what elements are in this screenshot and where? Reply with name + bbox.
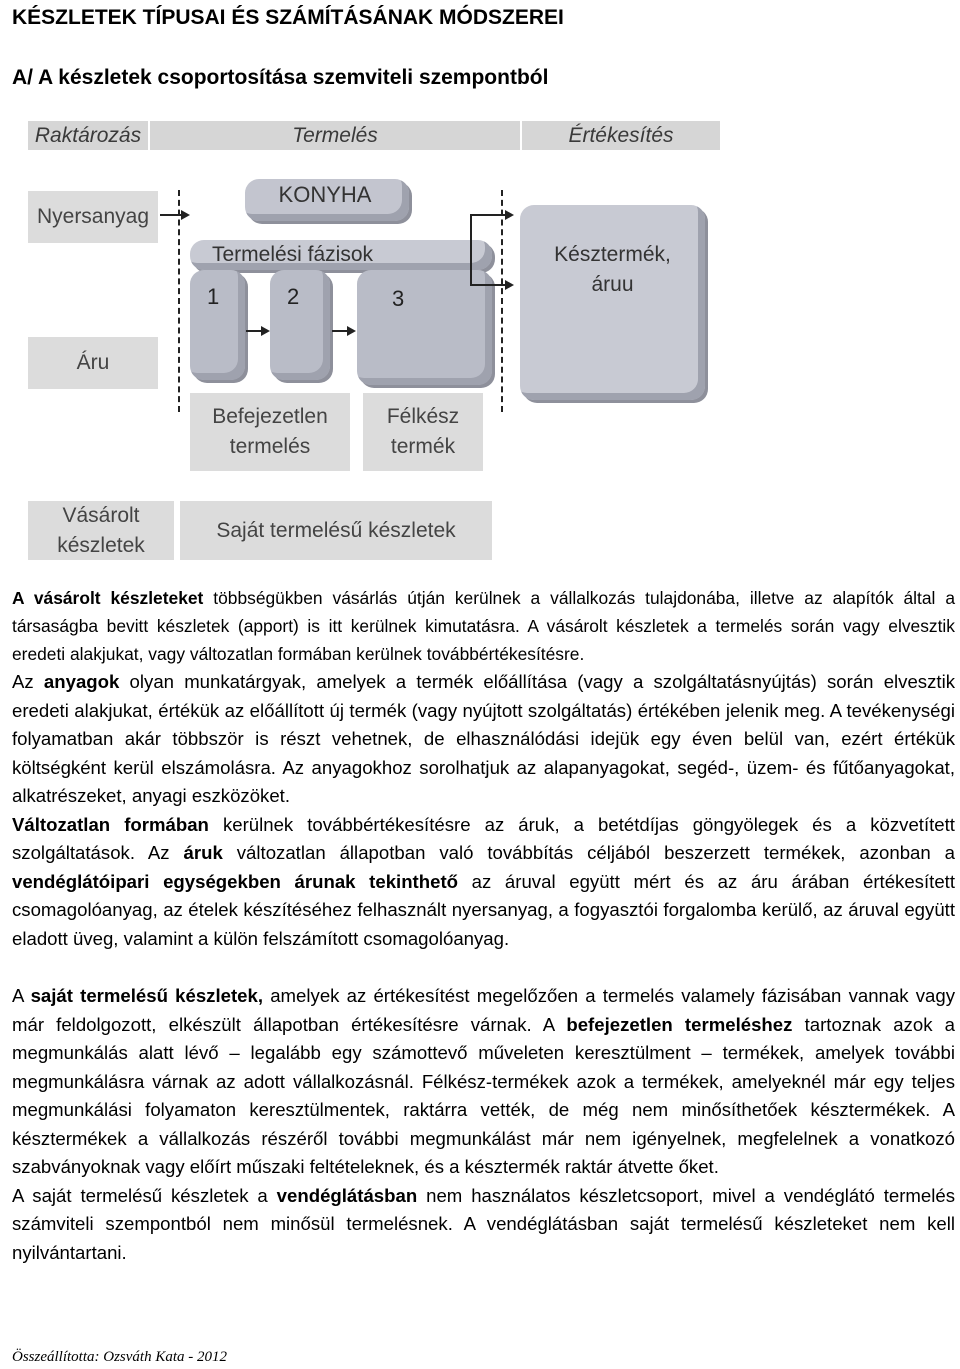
bold-term: saját termelésű készletek, bbox=[30, 985, 264, 1006]
text-run: az áruval együtt mért és az áru árában értékesített csomagolóanyag, az ételek készítéséhez felhasznált nyersanyag, a fogyasztói forgalomba kerülő, az áruval együtt eladott üveg, valamint a külön felszámított csomagolóanyag. bbox=[12, 870, 955, 949]
text-run: amelyek az értékesítést megelőzően a termelés valamely fázisában vannak vagy már feldolgozott, elkészült állapotban értékesítésre várnak. A bbox=[12, 985, 955, 1035]
purchased-inventory-box bbox=[28, 501, 174, 560]
phase-2-label: 2 bbox=[287, 284, 300, 309]
text-run: nem használatos készletcsoport, mivel a vendéglátó termelés számviteli szempontból nem minősül termelésnek. A vendéglátásban saját termelésű készleteket nem kell nyilvántartani. bbox=[12, 1184, 955, 1263]
paragraph-goods bbox=[12, 811, 955, 954]
divider-line bbox=[501, 190, 503, 412]
footer-credit: Összeállította: Ozsváth Kata - 2012 bbox=[12, 1349, 228, 1365]
raw-material-label: Nyersanyag bbox=[36, 205, 150, 228]
bold-term: Változatlan formában bbox=[12, 813, 209, 835]
text-run: olyan munkatárgyak, amelyek a termék előállítása (vagy a szolgáltatásnyújtás) során elvesztik eredeti alakjukat, értékük az előállított új termék (vagy nyújtott szolgáltatás) értékében jelenik meg. A tevékenységi folyamatban akár többször is részt vehetnek, de elhasználódási idejük egy éven belül van, ezért értékük költségként kerül elszámolásra. Az anyagokhoz sorolhatjuk az alapanyagokat, segéd-, üzem- és fűtőanyagokat, alkatrészeket, anyagi eszközöket. bbox=[12, 671, 955, 806]
text-run: többségükben vásárlás útján kerülnek a vállalkozás tulajdonába, illetve az alapítók által a társaságba bevitt készletek (apport) is itt kerülnek kimutatásra. A vásárolt készletek a termelés során vagy elvesztik eredeti alakjukat, vagy változatlan formában kerülnek továbbértékesítésre. bbox=[12, 588, 955, 664]
text-run: A bbox=[12, 985, 31, 1006]
kitchen-label: KONYHA bbox=[278, 182, 372, 207]
phase-3-box bbox=[357, 270, 492, 385]
bold-term: vendéglátásban bbox=[276, 1184, 418, 1206]
arrow-right-icon bbox=[246, 330, 268, 332]
bold-term: befejezetlen termeléshez bbox=[566, 1013, 793, 1035]
page-title: KÉSZLETEK TÍPUSAI ÉS SZÁMÍTÁSÁNAK MÓDSZEREI bbox=[12, 6, 564, 29]
goods-label: Áru bbox=[76, 351, 110, 374]
text-run: változatlan állapotban való továbbítás céljából beszerzett termékek, azonban a bbox=[222, 842, 955, 863]
body-text bbox=[12, 584, 955, 1267]
semi-line-2: termék bbox=[390, 435, 456, 458]
phase-3-label: 3 bbox=[392, 286, 405, 311]
goods-box bbox=[28, 337, 158, 389]
connector-line bbox=[470, 214, 472, 284]
paragraph-materials bbox=[12, 668, 955, 811]
paragraph-purchased bbox=[12, 584, 955, 668]
arrow-right-icon bbox=[470, 214, 512, 216]
wip-box bbox=[190, 393, 350, 471]
raw-material-box bbox=[28, 191, 158, 243]
header-sales: Értékesítés bbox=[522, 121, 720, 150]
arrow-right-icon bbox=[160, 214, 188, 216]
arrow-right-icon bbox=[332, 330, 354, 332]
own-production-label: Saját termelésű készletek bbox=[216, 518, 456, 542]
text-run: Az bbox=[12, 671, 44, 692]
text-run: tartoznak azok a megmunkálás alatt lévő – legalább egy számottevő műveleten keresztülment – termékek, amelyek további megmunkálásra várnak az adott vállalkozásnál. Félkész-termékek azok a termékek, amelyeknél már egy teljes megmunkálási folyamaton keresztülmentek, raktárra vették, de még nem minősíthetőek késztermékek. A késztermékek a vállalkozás részéről további megmunkálást már nem igényelnek, megfelelnek a vonatkozó szabványoknak vagy előírt műszaki feltételeknek, és a késztermék raktár átvette őket. bbox=[12, 1013, 955, 1177]
purchased-line-2: készletek bbox=[57, 533, 145, 557]
phase-2-box bbox=[270, 270, 330, 380]
text-run: A saját termelésű készletek a bbox=[12, 1184, 277, 1206]
semi-line-1: Félkész bbox=[386, 405, 460, 428]
finished-goods-label bbox=[520, 240, 705, 300]
arrow-right-icon bbox=[470, 284, 512, 286]
finished-line-2: áruu bbox=[591, 273, 634, 296]
own-production-box bbox=[180, 501, 492, 560]
bold-term: áruk bbox=[183, 842, 223, 863]
finished-goods-box bbox=[520, 205, 705, 400]
divider-line bbox=[178, 190, 180, 412]
bold-term: vendéglátóipari egységekben árunak tekinthető bbox=[12, 870, 458, 892]
text-run: kerülnek továbbértékesítésre az áruk, a betétdíjas göngyölegek és a közvetített szolgáltatások. Az bbox=[12, 813, 955, 863]
bold-term: A vásárolt készleteket bbox=[12, 588, 204, 608]
header-production: Termelés bbox=[150, 121, 520, 150]
section-subtitle: A/ A készletek csoportosítása szemviteli szempontból bbox=[12, 66, 549, 89]
bold-term: anyagok bbox=[43, 671, 120, 692]
header-storage: Raktározás bbox=[28, 121, 148, 150]
phase-1-label: 1 bbox=[207, 284, 220, 309]
wip-line-1: Befejezetlen bbox=[212, 405, 328, 428]
phases-label: Termelési fázisok bbox=[211, 243, 374, 263]
paragraph-hospitality bbox=[12, 1182, 955, 1268]
paragraph-own-production bbox=[12, 982, 955, 1182]
semi-finished-box bbox=[363, 393, 483, 471]
finished-line-1: Késztermék, bbox=[554, 243, 671, 266]
wip-line-2: termelés bbox=[229, 435, 311, 458]
purchased-line-1: Vásárolt bbox=[62, 503, 140, 527]
